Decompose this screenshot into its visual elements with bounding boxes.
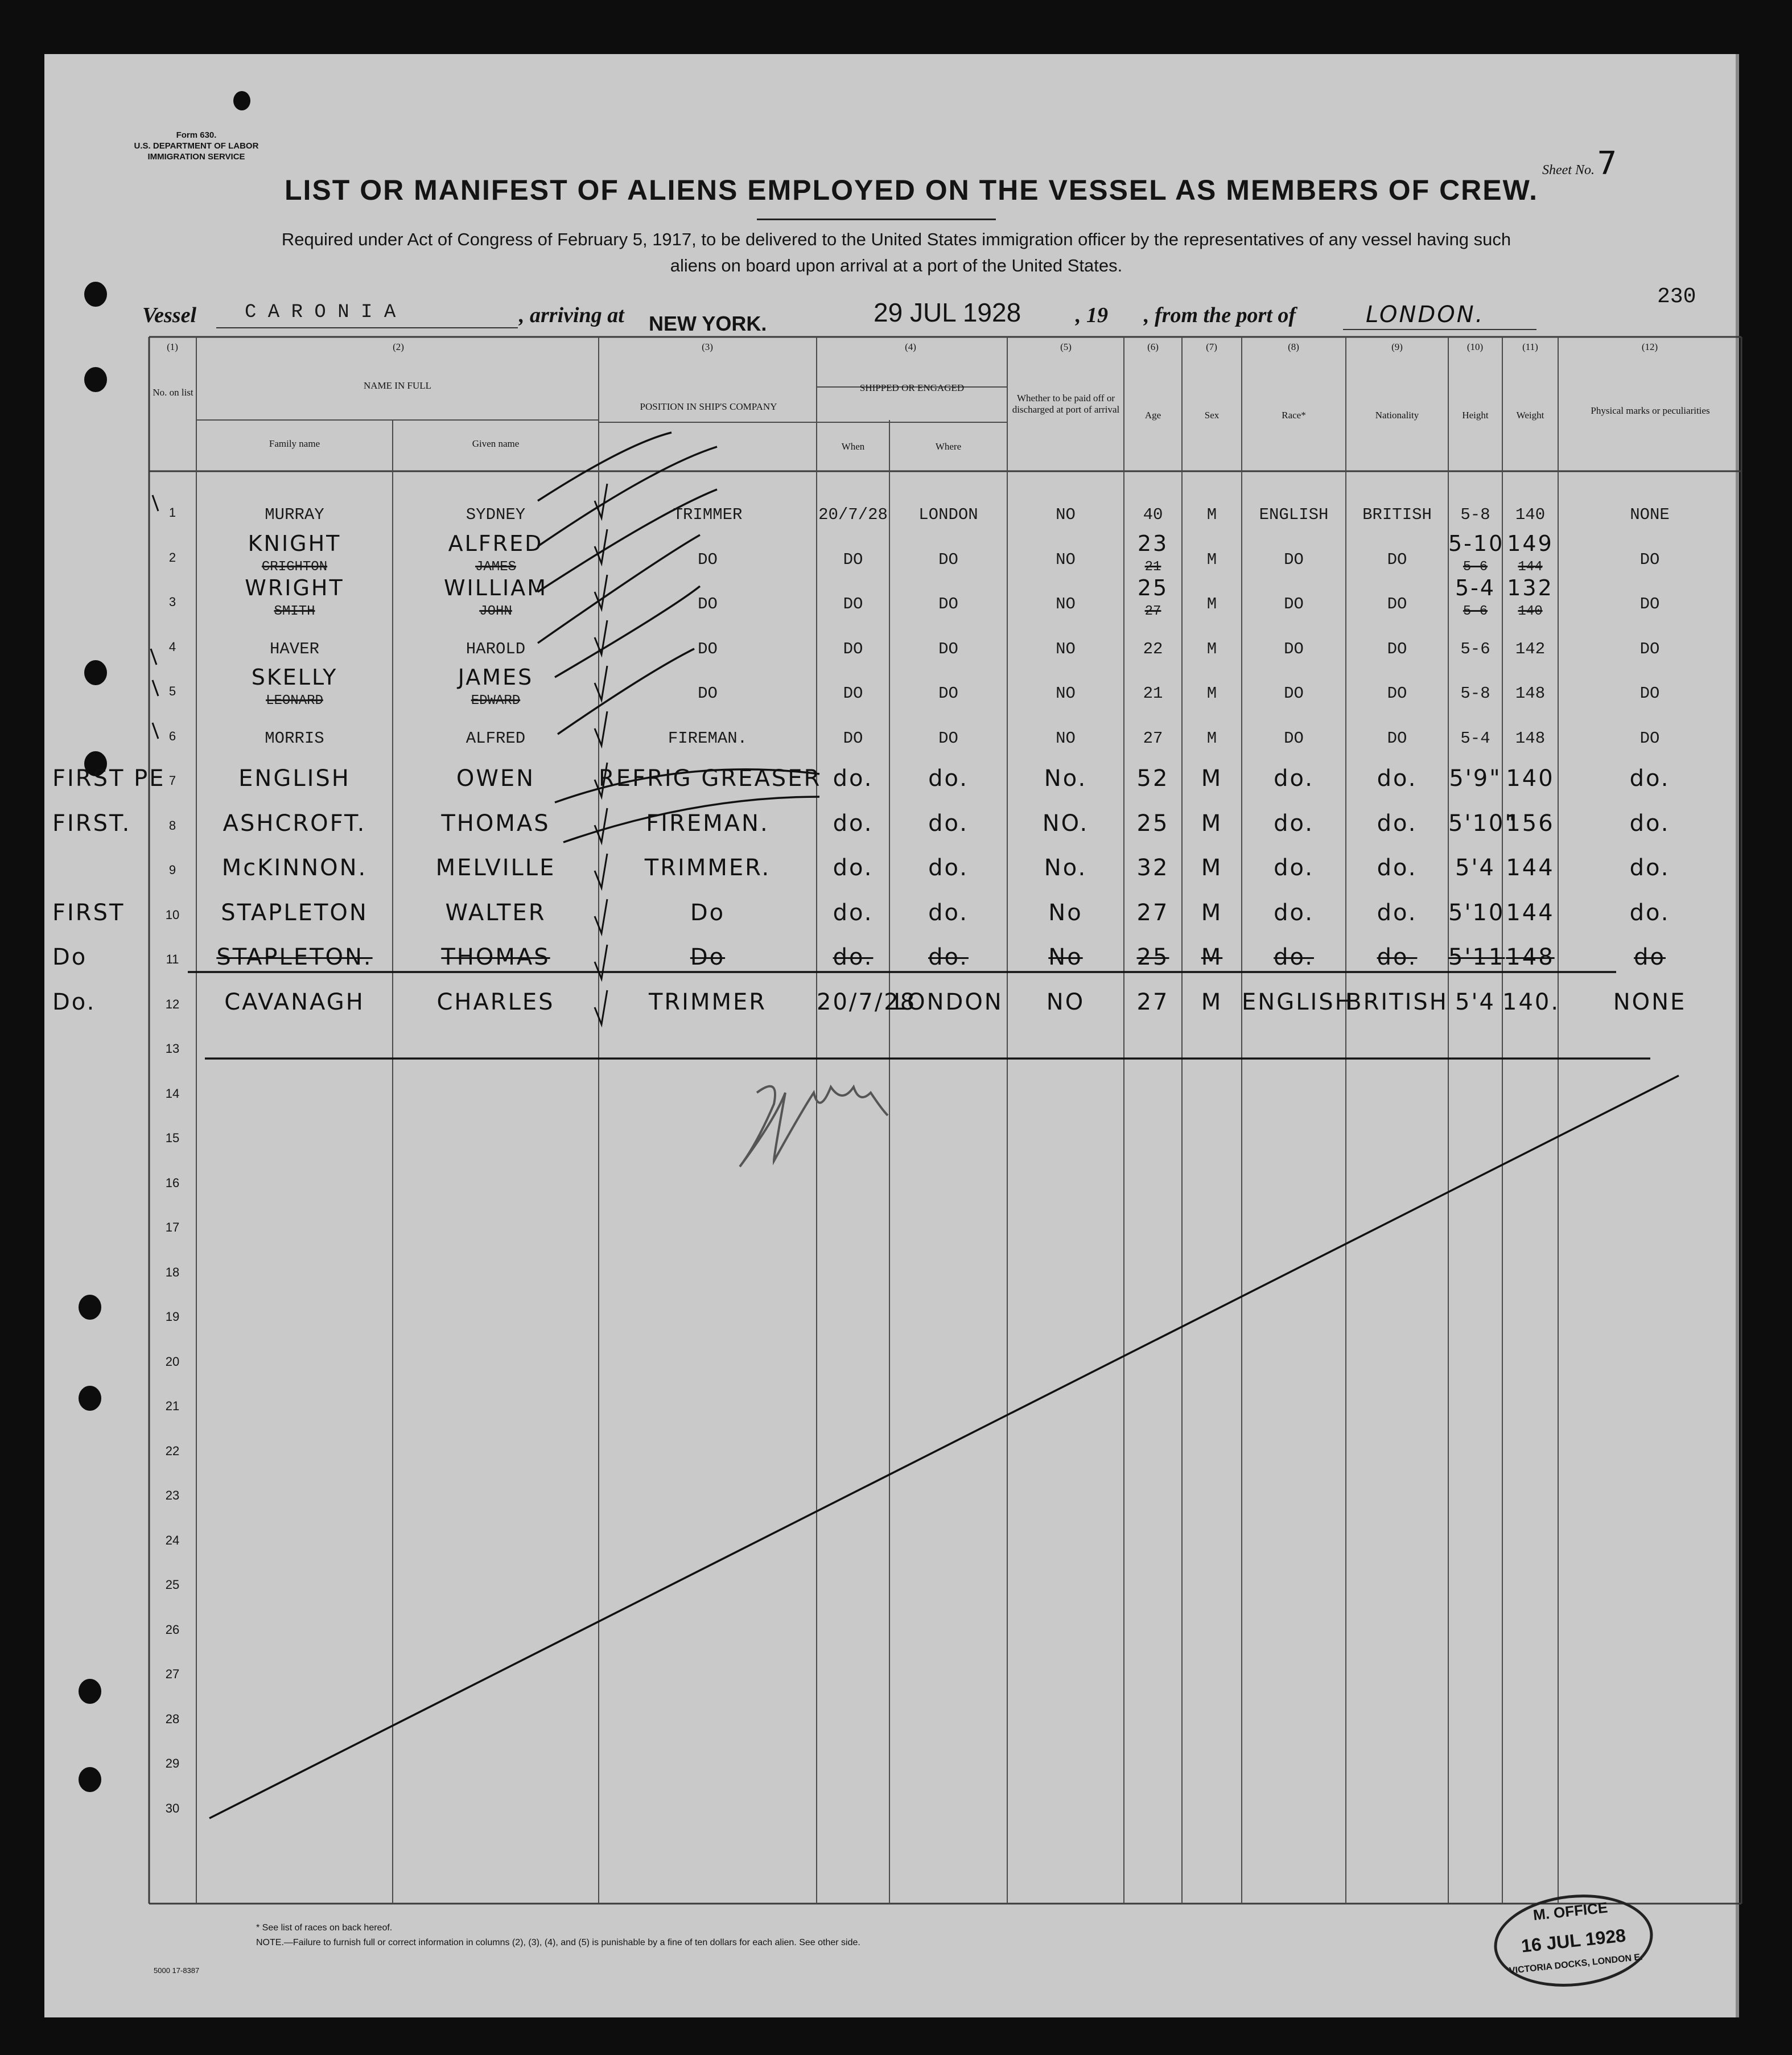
cell-sex: M bbox=[1206, 728, 1217, 748]
column-number: (8) bbox=[1288, 341, 1299, 352]
row-number: 13 bbox=[165, 1041, 180, 1056]
struck-family: LEONARD bbox=[266, 693, 323, 709]
struck-weight: 140 bbox=[1518, 604, 1543, 619]
cell-position: DO bbox=[698, 550, 718, 569]
row-number: 5 bbox=[168, 684, 176, 698]
cell-position: TRIMMER bbox=[673, 505, 743, 524]
cell-height: 5-10 bbox=[1448, 530, 1505, 556]
column-number: (1) bbox=[167, 341, 178, 352]
cell-nationality: do. bbox=[1377, 899, 1418, 926]
cell-sex: M bbox=[1201, 855, 1223, 881]
cell-position: Do bbox=[690, 899, 726, 926]
year-label: , 19 bbox=[1076, 303, 1108, 327]
column-header-marks: Physical marks or peculiarities bbox=[1591, 405, 1710, 416]
cell-race: do. bbox=[1274, 810, 1314, 837]
column-header-when: When bbox=[841, 441, 865, 452]
cell-weight: 156 bbox=[1506, 810, 1555, 837]
row-number: 3 bbox=[168, 595, 176, 609]
cell-race: ENGLISH bbox=[1242, 989, 1354, 1015]
cell-given: ALFRED bbox=[448, 530, 543, 556]
cell-height: 5'11 bbox=[1448, 944, 1505, 970]
column-number: (3) bbox=[702, 341, 713, 352]
column-number: (5) bbox=[1060, 341, 1072, 352]
cell-weight: 140 bbox=[1506, 765, 1555, 792]
column-header-sex: Sex bbox=[1204, 410, 1220, 421]
column-header-age: Age bbox=[1144, 410, 1161, 421]
column-header-family-name: Family name bbox=[269, 438, 320, 449]
struck-given: JOHN bbox=[479, 604, 512, 619]
cell-when: do. bbox=[833, 944, 874, 970]
cell-when: DO bbox=[843, 684, 863, 703]
vessel-name: C A R O N I A bbox=[245, 302, 396, 323]
table-row bbox=[0, 847, 1792, 892]
column-number: (12) bbox=[1641, 341, 1658, 352]
cell-weight: 148 bbox=[1515, 684, 1546, 703]
vessel-label: Vessel bbox=[142, 303, 196, 327]
row-number: 17 bbox=[165, 1220, 180, 1234]
row-number: 26 bbox=[165, 1622, 180, 1637]
cell-weight: 140. bbox=[1502, 989, 1560, 1015]
cell-height: 5-8 bbox=[1460, 505, 1490, 524]
row-number: 30 bbox=[165, 1801, 180, 1815]
cell-weight: 144 bbox=[1506, 855, 1555, 881]
cell-paid: No bbox=[1048, 899, 1083, 926]
struck-height: 5-6 bbox=[1463, 604, 1488, 619]
column-header-where: Where bbox=[935, 441, 962, 452]
cell-sex: M bbox=[1201, 810, 1223, 837]
cell-given: SYDNEY bbox=[465, 505, 526, 524]
row-number: 10 bbox=[165, 907, 180, 922]
cell-family: SKELLY bbox=[251, 665, 338, 690]
row-number: 12 bbox=[165, 996, 180, 1011]
cell-race: do. bbox=[1274, 944, 1314, 970]
cell-weight: 142 bbox=[1515, 639, 1546, 658]
cell-given: CHARLES bbox=[436, 989, 555, 1015]
cell-weight: 132 bbox=[1507, 575, 1554, 600]
cell-family: McKINNON. bbox=[221, 855, 368, 881]
cell-nationality: DO bbox=[1387, 684, 1407, 703]
cell-height: 5-6 bbox=[1460, 639, 1490, 658]
table-row bbox=[0, 981, 1792, 1026]
cell-marks: DO bbox=[1639, 595, 1660, 613]
cell-sex: M bbox=[1206, 684, 1217, 703]
cell-race: DO bbox=[1284, 684, 1304, 703]
cell-family: MURRAY bbox=[265, 505, 324, 524]
cell-paid: NO bbox=[1056, 728, 1076, 748]
column-number: (7) bbox=[1206, 341, 1217, 352]
stamp-date: 16 JUL 1928 bbox=[1520, 1925, 1627, 1957]
cell-when: do. bbox=[833, 855, 874, 881]
cell-where: do. bbox=[928, 899, 969, 926]
cell-age: 27 bbox=[1143, 728, 1163, 748]
struck-family: CRIGHTON bbox=[261, 559, 328, 575]
arriving-port: NEW YORK. bbox=[649, 312, 767, 335]
cell-age: 25 bbox=[1137, 575, 1169, 600]
margin-note: Do. bbox=[52, 989, 96, 1015]
cell-where: DO bbox=[938, 728, 958, 748]
cell-family: ENGLISH bbox=[238, 765, 351, 792]
cell-family: ASHCROFT. bbox=[223, 810, 366, 837]
cell-where: do. bbox=[928, 855, 969, 881]
row-number: 16 bbox=[165, 1175, 180, 1190]
cell-height: 5'4 bbox=[1455, 989, 1496, 1015]
from-port-value: LONDON. bbox=[1366, 302, 1485, 328]
row-number: 11 bbox=[166, 952, 179, 966]
cell-age: 27 bbox=[1136, 899, 1169, 926]
cell-height: 5-4 bbox=[1460, 728, 1490, 748]
margin-note: Do bbox=[52, 944, 88, 970]
page-title: LIST OR MANIFEST OF ALIENS EMPLOYED ON THE VESSEL AS MEMBERS OF CREW. bbox=[285, 174, 1538, 206]
cell-marks: do. bbox=[1629, 899, 1670, 926]
cell-paid: NO bbox=[1056, 550, 1076, 569]
cell-family: KNIGHT bbox=[248, 530, 341, 556]
cell-nationality: BRITISH bbox=[1346, 989, 1448, 1015]
cell-when: 20/7/28 bbox=[817, 989, 917, 1015]
row-number: 20 bbox=[165, 1354, 180, 1369]
row-number: 24 bbox=[165, 1533, 180, 1547]
cell-sex: M bbox=[1206, 505, 1217, 524]
page-number: 230 bbox=[1657, 285, 1696, 309]
cell-position: DO bbox=[698, 595, 718, 613]
table-row bbox=[0, 665, 1792, 713]
footnote-penalty: NOTE.—Failure to furnish full or correct information in columns (2), (3), (4), and (5) is punishable by a fine of ten dollars for each alien. See other side. bbox=[256, 1938, 860, 1947]
cell-nationality: DO bbox=[1387, 639, 1407, 658]
cell-given: JAMES bbox=[458, 665, 534, 690]
cell-paid: No. bbox=[1044, 855, 1087, 881]
table-row bbox=[0, 624, 1792, 669]
row-number: 6 bbox=[168, 728, 176, 743]
margin-note: FIRST bbox=[52, 899, 125, 926]
cell-when: DO bbox=[843, 550, 863, 569]
cell-marks: DO bbox=[1639, 684, 1660, 703]
cell-sex: M bbox=[1201, 989, 1223, 1015]
column-header-nationality: Nationality bbox=[1375, 410, 1419, 421]
cell-position: REFRIG GREASER bbox=[599, 765, 822, 792]
cell-paid: NO bbox=[1046, 989, 1085, 1015]
column-number: (6) bbox=[1147, 341, 1159, 352]
table-row bbox=[0, 936, 1792, 981]
column-number: (2) bbox=[393, 341, 404, 352]
cell-nationality: DO bbox=[1387, 550, 1407, 569]
cell-sex: M bbox=[1201, 944, 1223, 970]
cell-nationality: BRITISH bbox=[1362, 505, 1432, 524]
cell-where: do. bbox=[928, 810, 969, 837]
column-header-no-on-list: No. on list bbox=[153, 387, 193, 398]
row-number: 2 bbox=[168, 550, 176, 565]
column-header-given-name: Given name bbox=[472, 438, 520, 449]
column-header-height: Height bbox=[1462, 410, 1489, 421]
arrival-date-stamp: 29 JUL 1928 bbox=[874, 298, 1021, 327]
cell-nationality: DO bbox=[1387, 595, 1407, 613]
row-number: 27 bbox=[165, 1667, 180, 1681]
cell-marks: do bbox=[1634, 944, 1666, 970]
cell-weight: 148 bbox=[1506, 944, 1555, 970]
cell-height: 5'4 bbox=[1455, 855, 1496, 881]
struck-age: 27 bbox=[1144, 604, 1161, 619]
cell-when: DO bbox=[843, 595, 863, 613]
column-number: (10) bbox=[1466, 341, 1484, 352]
cell-age: 25 bbox=[1136, 944, 1169, 970]
cell-race: DO bbox=[1284, 728, 1304, 748]
cell-position: FIREMAN. bbox=[668, 728, 748, 748]
row-number: 29 bbox=[165, 1756, 180, 1770]
struck-height: 5-6 bbox=[1463, 559, 1488, 575]
cell-given: THOMAS bbox=[441, 810, 550, 837]
required-line-2: aliens on board upon arrival at a port of the United States. bbox=[670, 256, 1123, 275]
cell-height: 5'9" bbox=[1449, 765, 1502, 792]
table-row bbox=[0, 713, 1792, 758]
cell-marks: NONE bbox=[1613, 989, 1687, 1015]
row-number: 25 bbox=[165, 1578, 180, 1592]
cell-when: DO bbox=[843, 639, 863, 658]
cell-race: DO bbox=[1284, 639, 1304, 658]
cell-marks: DO bbox=[1639, 728, 1660, 748]
cell-where: do. bbox=[928, 944, 969, 970]
cell-race: do. bbox=[1274, 765, 1314, 792]
row-number: 28 bbox=[165, 1711, 180, 1726]
row-number: 22 bbox=[165, 1443, 180, 1458]
from-port-label: , from the port of bbox=[1144, 303, 1296, 327]
cell-given: WALTER bbox=[445, 899, 546, 926]
cell-given: MELVILLE bbox=[435, 855, 556, 881]
cell-weight: 144 bbox=[1506, 899, 1555, 926]
stamp-office: M. OFFICE bbox=[1532, 1898, 1609, 1924]
row-number: 4 bbox=[168, 639, 176, 654]
arriving-label: , arriving at bbox=[519, 303, 624, 327]
cell-age: 32 bbox=[1136, 855, 1169, 881]
cell-height: 5'10 bbox=[1448, 899, 1505, 926]
cell-family: STAPLETON. bbox=[216, 944, 373, 970]
cell-when: do. bbox=[833, 765, 874, 792]
row-number: 14 bbox=[165, 1086, 180, 1101]
column-number: (4) bbox=[905, 341, 916, 352]
cell-given: WILLIAM bbox=[443, 575, 548, 600]
cell-when: 20/7/28 bbox=[818, 505, 888, 524]
cell-paid: No bbox=[1048, 944, 1083, 970]
cell-height: 5-8 bbox=[1460, 684, 1490, 703]
row-number: 21 bbox=[165, 1399, 180, 1413]
table-row bbox=[0, 530, 1792, 579]
cell-paid: NO bbox=[1056, 595, 1076, 613]
cell-position: FIREMAN. bbox=[646, 810, 769, 837]
cell-where: DO bbox=[938, 639, 958, 658]
cell-age: 23 bbox=[1137, 530, 1169, 556]
cell-sex: M bbox=[1201, 765, 1223, 792]
row-number: 1 bbox=[168, 505, 176, 520]
cell-race: DO bbox=[1284, 550, 1304, 569]
cell-given: ALFRED bbox=[465, 728, 526, 748]
row-number: 23 bbox=[165, 1488, 180, 1502]
cell-age: 40 bbox=[1143, 505, 1163, 524]
cell-sex: M bbox=[1206, 550, 1217, 569]
cell-paid: NO. bbox=[1042, 810, 1089, 837]
sheet-no-value: 7 bbox=[1596, 145, 1619, 182]
cell-marks: do. bbox=[1629, 810, 1670, 837]
row-number: 7 bbox=[168, 773, 176, 788]
cell-paid: No. bbox=[1044, 765, 1087, 792]
table-row bbox=[0, 892, 1792, 937]
cell-family: MORRIS bbox=[265, 728, 324, 748]
service-name: IMMIGRATION SERVICE bbox=[147, 152, 245, 162]
struck-weight: 144 bbox=[1518, 559, 1543, 575]
column-header-race: Race* bbox=[1282, 410, 1306, 421]
cell-position: Do bbox=[690, 944, 726, 970]
cell-nationality: do. bbox=[1377, 810, 1418, 837]
column-header-weight: Weight bbox=[1516, 410, 1544, 421]
cell-given: HAROLD bbox=[465, 639, 526, 658]
cell-where: DO bbox=[938, 684, 958, 703]
cell-family: WRIGHT bbox=[245, 575, 344, 600]
struck-given: EDWARD bbox=[471, 693, 521, 709]
cell-weight: 140 bbox=[1515, 505, 1546, 524]
cell-position: TRIMMER. bbox=[644, 855, 771, 881]
cell-weight: 148 bbox=[1515, 728, 1546, 748]
cell-position: TRIMMER bbox=[648, 989, 767, 1015]
cell-weight: 149 bbox=[1507, 530, 1554, 556]
cell-when: do. bbox=[833, 899, 874, 926]
struck-age: 21 bbox=[1144, 559, 1161, 575]
printer-code: 5000 17-8387 bbox=[154, 1966, 200, 1975]
cell-age: 21 bbox=[1143, 684, 1163, 703]
cell-family: CAVANAGH bbox=[224, 989, 365, 1015]
cell-sex: M bbox=[1206, 639, 1217, 658]
cell-given: THOMAS bbox=[441, 944, 550, 970]
footnote-races: * See list of races on back hereof. bbox=[256, 1923, 393, 1933]
cell-race: DO bbox=[1284, 595, 1304, 613]
cell-height: 5-4 bbox=[1455, 575, 1496, 600]
cell-where: DO bbox=[938, 550, 958, 569]
cell-age: 27 bbox=[1136, 989, 1169, 1015]
column-header-paid-off: Whether to be paid off or discharged at port of arrival bbox=[1012, 393, 1120, 415]
cell-sex: M bbox=[1201, 899, 1223, 926]
cell-paid: NO bbox=[1056, 505, 1076, 524]
cell-when: do. bbox=[833, 810, 874, 837]
row-number: 15 bbox=[165, 1131, 180, 1145]
sheet-label: Sheet No. bbox=[1542, 163, 1595, 178]
cell-marks: DO bbox=[1639, 550, 1660, 569]
department-name: U.S. DEPARTMENT OF LABOR bbox=[134, 141, 259, 151]
table-row bbox=[0, 802, 1792, 847]
cell-marks: do. bbox=[1629, 765, 1670, 792]
cell-marks: NONE bbox=[1630, 505, 1670, 524]
cell-position: DO bbox=[698, 684, 718, 703]
cell-given: OWEN bbox=[456, 765, 535, 792]
footer-notes bbox=[256, 1921, 860, 1950]
struck-given: JAMES bbox=[475, 559, 516, 575]
cell-height: 5'10" bbox=[1448, 810, 1517, 837]
cell-paid: NO bbox=[1056, 639, 1076, 658]
form-number: Form 630. bbox=[176, 130, 217, 140]
cell-age: 52 bbox=[1136, 765, 1169, 792]
cell-race: do. bbox=[1274, 855, 1314, 881]
cell-where: DO bbox=[938, 595, 958, 613]
cell-sex: M bbox=[1206, 595, 1217, 613]
cell-where: do. bbox=[928, 765, 969, 792]
cell-paid: NO bbox=[1056, 684, 1076, 703]
cell-position: DO bbox=[698, 639, 718, 658]
margin-note: FIRST. bbox=[52, 810, 131, 837]
cell-nationality: do. bbox=[1377, 855, 1418, 881]
cell-age: 22 bbox=[1143, 639, 1163, 658]
column-number: (9) bbox=[1391, 341, 1403, 352]
cell-where: LONDON bbox=[893, 989, 1003, 1015]
table-row bbox=[0, 757, 1792, 802]
struck-family: SMITH bbox=[274, 604, 315, 619]
row-number: 9 bbox=[168, 863, 176, 877]
cell-race: do. bbox=[1274, 899, 1314, 926]
row-number: 8 bbox=[168, 818, 176, 833]
row-number: 18 bbox=[165, 1265, 180, 1279]
table-row bbox=[0, 575, 1792, 624]
column-header-shipped: SHIPPED OR ENGAGED bbox=[859, 382, 965, 393]
cell-when: DO bbox=[843, 728, 863, 748]
cell-nationality: DO bbox=[1387, 728, 1407, 748]
cell-race: ENGLISH bbox=[1259, 505, 1329, 524]
cell-marks: do. bbox=[1629, 855, 1670, 881]
required-line-1: Required under Act of Congress of February 5, 1917, to be delivered to the United States immigration officer by the representatives of any vessel having such bbox=[281, 229, 1511, 249]
column-number: (11) bbox=[1522, 341, 1538, 352]
margin-note: FIRST PE bbox=[52, 765, 166, 792]
row-number: 19 bbox=[165, 1309, 180, 1324]
cell-where: LONDON bbox=[918, 505, 978, 524]
cell-family: HAVER bbox=[269, 639, 319, 658]
column-header-name-in-full: NAME IN FULL bbox=[364, 380, 431, 391]
cell-marks: DO bbox=[1639, 639, 1660, 658]
cell-nationality: do. bbox=[1377, 944, 1418, 970]
column-header-position: POSITION IN SHIP'S COMPANY bbox=[640, 401, 777, 412]
cell-age: 25 bbox=[1136, 810, 1169, 837]
cell-family: STAPLETON bbox=[221, 899, 368, 926]
stamp-location: VICTORIA DOCKS, LONDON E. bbox=[1509, 1952, 1643, 1976]
table-row bbox=[0, 489, 1792, 534]
cell-nationality: do. bbox=[1377, 765, 1418, 792]
